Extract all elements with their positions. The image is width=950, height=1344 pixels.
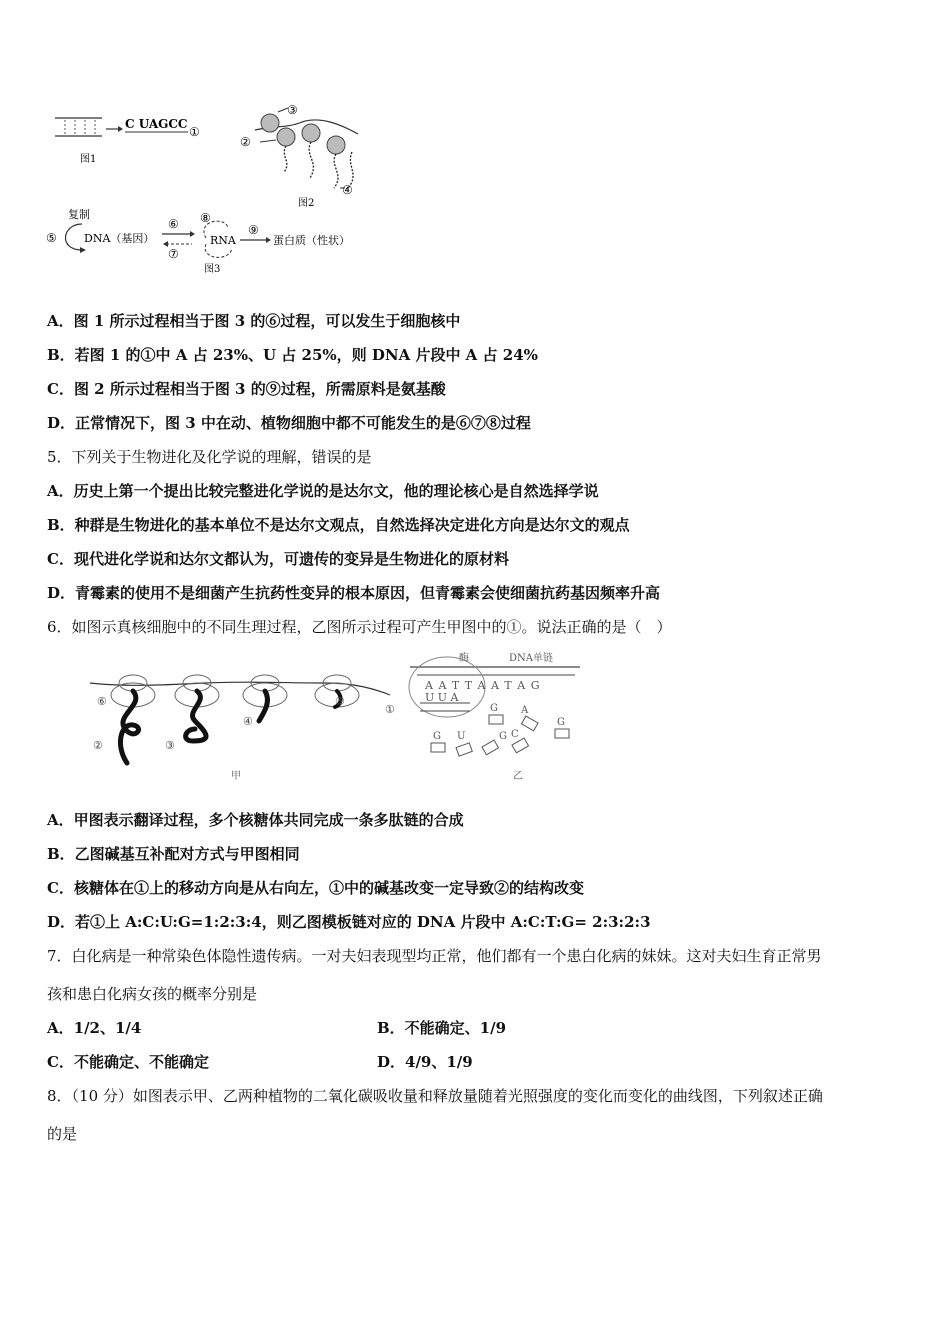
fig-yi-free-g1: G (490, 703, 498, 714)
q6-option-c: C．核糖体在①上的移动方向是从右向左，①中的碱基改变一定导致②的结构改变 (47, 879, 584, 897)
fig-yi-free-a: A (521, 705, 529, 716)
fig-yi-free-g3: G (433, 731, 441, 742)
fig2-marker-4: ④ (342, 183, 353, 197)
fig-yi-bottom-seq: U U A (425, 691, 459, 704)
q4-option-c: C．图 2 所示过程相当于图 3 的⑨过程，所需原料是氨基酸 (47, 380, 446, 398)
q5-option-c: C．现代进化学说和达尔文都认为，可遗传的变异是生物进化的原材料 (47, 550, 509, 568)
fig-jia-marker-1: ① (385, 703, 395, 716)
fig2-marker-2: ② (240, 135, 251, 149)
fig-yi-free-u: U (457, 731, 466, 742)
fig-jia-marker-2: ② (93, 739, 103, 752)
q7-option-d: D．4/9、1/9 (377, 1053, 473, 1071)
fig-yi-free-g2: G (557, 717, 565, 728)
q7-stem-line1: 7．白化病是一种常染色体隐性遗传病。一对夫妇表现型均正常，他们都有一个患白化病的妹妹。这对夫妇生育正常男 (47, 947, 822, 965)
q6-option-b: B．乙图碱基互补配对方式与甲图相同 (47, 845, 300, 863)
fig-jia-marker-3: ③ (165, 739, 175, 752)
fig-jia-marker-4: ④ (243, 715, 253, 728)
fig-jia-marker-5: ⑤ (335, 695, 345, 708)
fig-jia-marker-6: ⑥ (97, 695, 107, 708)
q4-option-b: B．若图 1 的①中 A 占 23%、U 占 25%，则 DNA 片段中 A 占 24% (47, 346, 538, 364)
fig2-caption: 图2 (298, 198, 315, 209)
q6-option-d: D．若①上 A:C:U:G=1:2:3:4，则乙图模板链对应的 DNA 片段中 A:C:T:G= 2:3:2:3 (47, 913, 651, 931)
q7-option-c: C．不能确定、不能确定 (47, 1053, 209, 1071)
fig-yi-free-c: C (511, 729, 519, 740)
q6-option-a: A．甲图表示翻译过程，多个核糖体共同完成一条多肽链的合成 (47, 811, 464, 829)
q4-option-d: D．正常情况下，图 3 中在动、植物细胞中都不可能发生的是⑥⑦⑧过程 (47, 414, 531, 432)
fig1-caption: 图1 (80, 154, 97, 165)
fig3-rna: RNA (210, 234, 236, 247)
q7-option-a: A．1/2、1/4 (47, 1019, 142, 1037)
fig3-marker-9: ⑨ (248, 223, 259, 237)
figure-q6 (85, 645, 595, 785)
q6-stem: 6．如图示真核细胞中的不同生理过程，乙图所示过程可产生甲图中的①。说法正确的是（ ） (47, 618, 672, 636)
q5-option-a: A．历史上第一个提出比较完整进化学说的是达尔文，他的理论核心是自然选择学说 (47, 482, 599, 500)
q8-stem-line2: 的是 (47, 1125, 78, 1143)
fig-yi-caption: 乙 (513, 771, 523, 782)
fig-yi-free-g4: G (499, 731, 507, 742)
q7-option-b: B．不能确定、1/9 (377, 1019, 507, 1037)
q5-option-d: D．青霉素的使用不是细菌产生抗药性变异的根本原因，但青霉素会使细菌抗药基因频率升高 (47, 584, 661, 602)
fig-jia-polysome (90, 675, 390, 763)
fig-yi-strand-label: DNA单链 (509, 653, 553, 664)
q5-option-b: B．种群是生物进化的基本单位不是达尔文观点，自然选择决定进化方向是达尔文的观点 (47, 516, 630, 534)
q5-stem: 5．下列关于生物进化及化学说的理解，错误的是 (47, 448, 372, 466)
fig-yi-enzyme: 酶 (459, 653, 469, 664)
fig3-marker-6: ⑥ (168, 217, 179, 231)
fig-jia-caption: 甲 (231, 771, 241, 782)
fig1-marker: ① (189, 125, 200, 139)
fig1-dna-strands (55, 118, 123, 136)
fig3-marker-7: ⑦ (168, 247, 179, 261)
q7-stem-line2: 孩和患白化病女孩的概率分别是 (47, 985, 258, 1003)
figure-1-2-3 (40, 100, 380, 280)
fig3-marker-5: ⑤ (46, 231, 57, 245)
fig3-dna: DNA（基因） (84, 232, 155, 245)
fig3-marker-8: ⑧ (200, 211, 211, 225)
fig2-marker-3: ③ (287, 103, 298, 117)
fig-yi-top-seq: A A T T A A T A G (425, 679, 541, 692)
fig2-ribosomes (255, 108, 358, 188)
fig1-sequence: C UAGCC (125, 117, 188, 131)
fig3-protein: 蛋白质（性状） (273, 234, 350, 247)
q4-option-a: A．图 1 所示过程相当于图 3 的⑥过程，可以发生于细胞核中 (47, 312, 461, 330)
fig3-replication: 复制 (68, 208, 90, 221)
fig3-caption: 图3 (204, 264, 221, 275)
q8-stem-line1: 8．（10 分）如图表示甲、乙两种植物的二氧化碳吸收量和释放量随着光照强度的变化而变化的曲线图，下列叙述正确 (47, 1087, 823, 1105)
